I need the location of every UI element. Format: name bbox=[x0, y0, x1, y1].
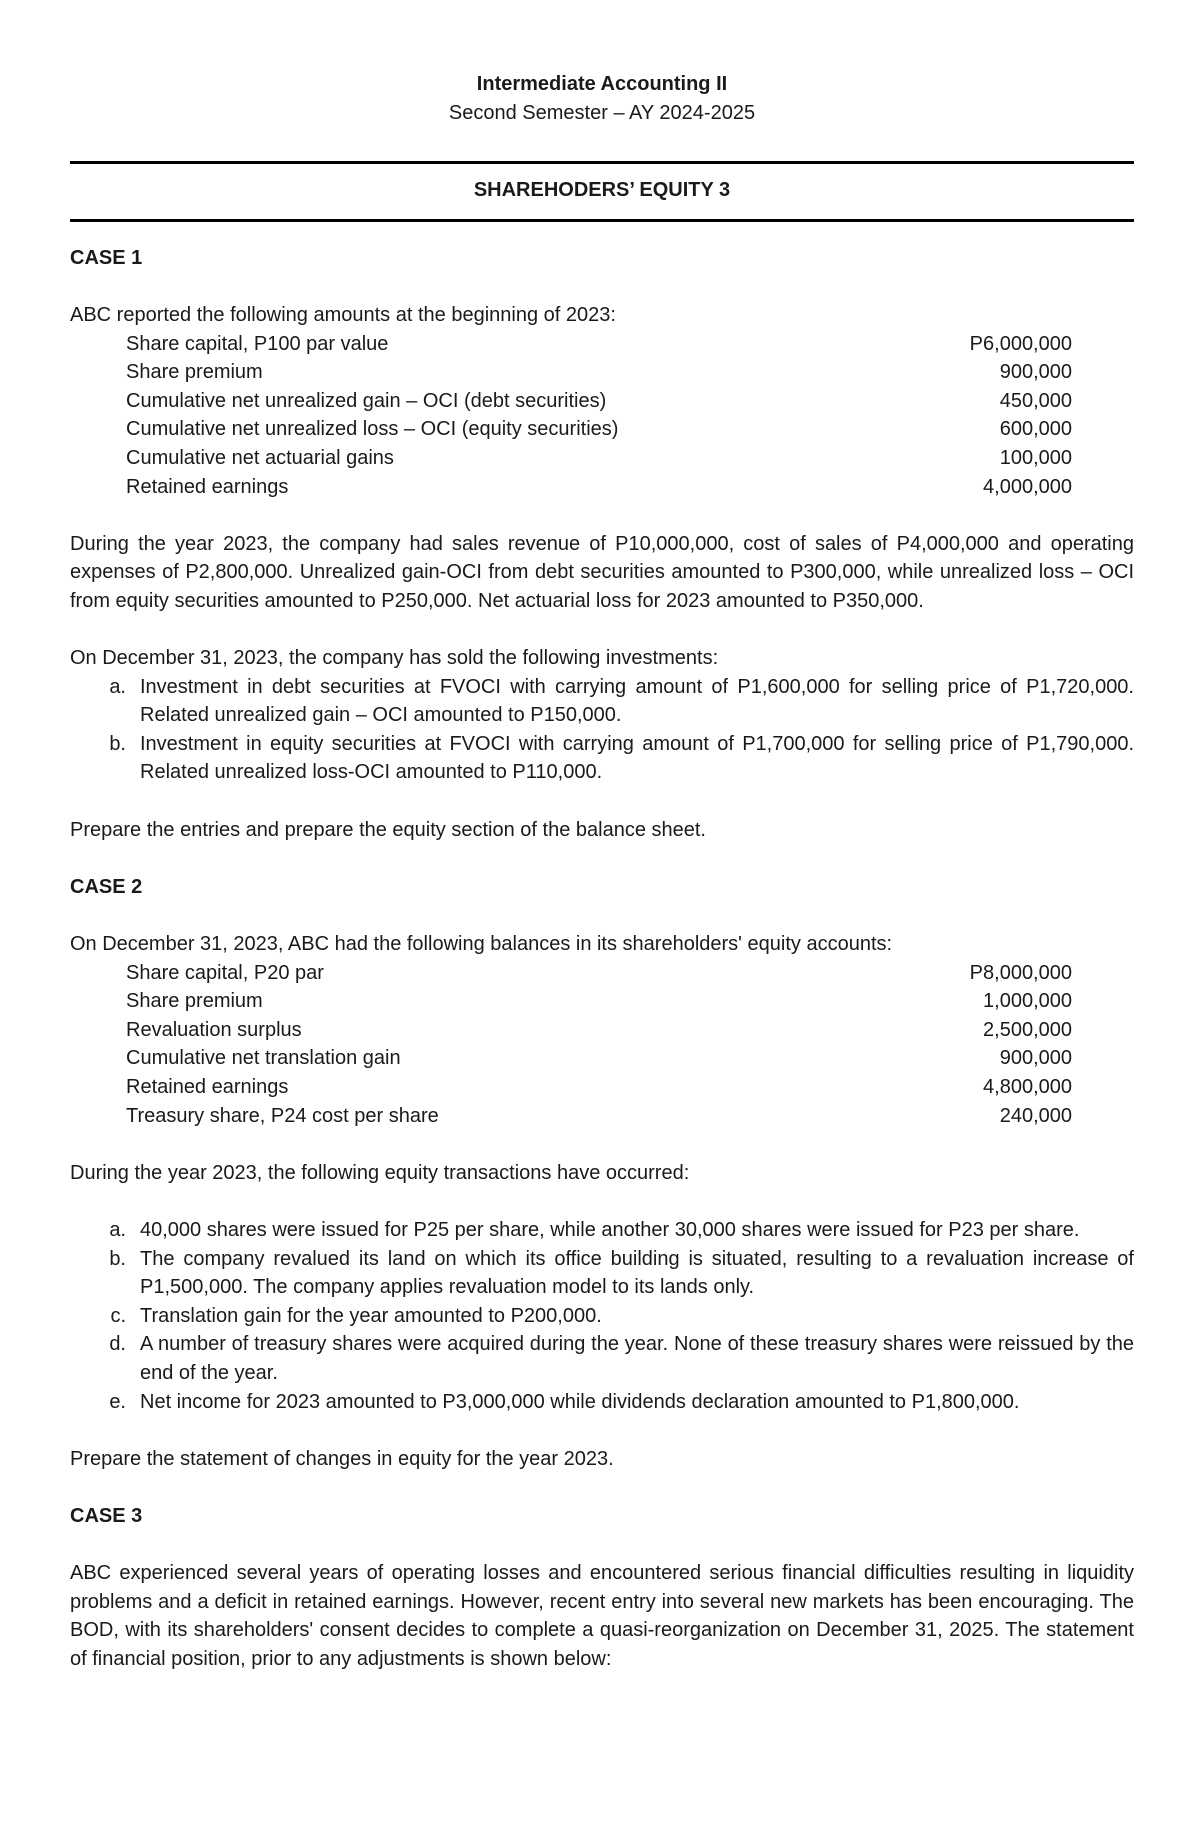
balance-amount: 900,000 bbox=[999, 1047, 1072, 1070]
balance-label: Treasury share, P24 cost per share bbox=[126, 1104, 439, 1127]
balance-amount: 4,800,000 bbox=[983, 1076, 1072, 1098]
case-2 bbox=[70, 873, 1134, 1473]
case-1-paragraph: During the year 2023, the company had sales revenue of P10,000,000, cost of sales of P4,000,000 and operating expenses of P2,800,000. Unrealized gain-OCI from debt securities amounted to P300,000, while unrealized loss – OCI from equity securities amounted to P250,000. Net actuarial loss for 2023 amounted to P350,000. bbox=[70, 532, 1134, 612]
case-1-intro: ABC reported the following amounts at the beginning of 2023: bbox=[70, 303, 616, 326]
list-item bbox=[70, 1330, 1134, 1387]
case-1 bbox=[70, 244, 1134, 844]
balance-row bbox=[70, 1016, 1134, 1045]
balance-label: Share premium bbox=[126, 361, 263, 384]
list-text: A number of treasury shares were acquired during the year. None of these treasury shares were reissued by the end of the year. bbox=[140, 1333, 1134, 1384]
balance-label: Revaluation surplus bbox=[126, 1018, 302, 1041]
case-2-title: CASE 2 bbox=[70, 875, 143, 898]
list-item bbox=[70, 673, 1134, 730]
balance-amount: P6,000,000 bbox=[969, 332, 1072, 355]
balance-row bbox=[70, 1044, 1134, 1073]
list-letter: b. bbox=[109, 732, 126, 755]
top-rule bbox=[70, 161, 1134, 164]
list-letter: a. bbox=[109, 675, 126, 698]
list-letter: d. bbox=[109, 1333, 126, 1356]
list-item bbox=[70, 1245, 1134, 1302]
balance-label: Share capital, P100 par value bbox=[126, 332, 389, 355]
list-item bbox=[70, 1216, 1134, 1245]
list-letter: b. bbox=[109, 1247, 126, 1270]
balance-amount: 100,000 bbox=[999, 446, 1072, 469]
balance-label: Retained earnings bbox=[126, 1076, 289, 1098]
list-text: Investment in debt securities at FVOCI with carrying amount of P1,600,000 for selling price of P1,720,000. Related unrealized gain – OCI amounted to P150,000. bbox=[140, 675, 1134, 727]
course-title: Intermediate Accounting II bbox=[476, 73, 728, 95]
list-text: The company revalued its land on which its office building is situated, resulting to a revaluation increase of P1,500,000. The company applies revaluation model to its lands only. bbox=[140, 1247, 1134, 1299]
list-text: Investment in equity securities at FVOCI with carrying amount of P1,700,000 for selling price of P1,790,000. Related unrealized loss-OCI amounted to P110,000. bbox=[140, 732, 1134, 784]
list-letter: c. bbox=[110, 1304, 126, 1327]
list-letter: e. bbox=[109, 1390, 126, 1413]
balance-amount: 240,000 bbox=[999, 1104, 1072, 1127]
balance-label: Share premium bbox=[126, 990, 263, 1013]
balance-row bbox=[70, 959, 1134, 988]
list-text: Net income for 2023 amounted to P3,000,000 while dividends declaration amounted to P1,800,000. bbox=[140, 1390, 1020, 1413]
balance-amount: 900,000 bbox=[999, 361, 1072, 384]
case-1-balances bbox=[70, 330, 1134, 502]
balance-label: Retained earnings bbox=[126, 475, 289, 498]
balance-label: Share capital, P20 par bbox=[126, 961, 324, 984]
balance-amount: 2,500,000 bbox=[983, 1018, 1072, 1041]
balance-row bbox=[70, 473, 1134, 502]
balance-amount: 1,000,000 bbox=[983, 990, 1072, 1013]
term-subtitle: Second Semester – AY 2024-2025 bbox=[448, 101, 756, 124]
balance-amount: 4,000,000 bbox=[983, 475, 1072, 498]
case-2-transactions-intro: During the year 2023, the following equity transactions have occurred: bbox=[70, 1161, 690, 1184]
case-2-balances bbox=[70, 959, 1134, 1131]
case-3 bbox=[70, 1502, 1134, 1674]
balance-amount: 450,000 bbox=[999, 389, 1072, 412]
list-item bbox=[70, 1302, 1134, 1331]
list-letter: a. bbox=[109, 1218, 126, 1241]
balance-amount: 600,000 bbox=[999, 418, 1072, 441]
balance-row bbox=[70, 415, 1134, 444]
list-text: Translation gain for the year amounted to P200,000. bbox=[140, 1304, 602, 1327]
balance-label: Cumulative net actuarial gains bbox=[126, 446, 394, 469]
case-2-instruction: Prepare the statement of changes in equity for the year 2023. bbox=[70, 1447, 614, 1470]
list-item bbox=[70, 1388, 1134, 1417]
balance-label: Cumulative net unrealized gain – OCI (debt securities) bbox=[126, 389, 607, 412]
balance-row bbox=[70, 358, 1134, 387]
case-1-title: CASE 1 bbox=[70, 246, 143, 269]
case-2-transactions-list bbox=[70, 1216, 1134, 1416]
balance-label: Cumulative net unrealized loss – OCI (equity securities) bbox=[126, 418, 619, 441]
balance-amount: P8,000,000 bbox=[969, 961, 1072, 984]
case-3-paragraph: ABC experienced several years of operating losses and encountered serious financial difficulties resulting in liquidity problems and a deficit in retained earnings. However, recent entry into several new markets has been encouraging. The BOD, with its shareholders' consent decides to complete a quasi-reorganization on December 31, 2025. The statement of financial position, prior to any adjustments is shown below: bbox=[70, 1562, 1134, 1670]
case-1-sold-intro: On December 31, 2023, the company has sold the following investments: bbox=[70, 647, 719, 670]
balance-row bbox=[70, 987, 1134, 1016]
list-text: 40,000 shares were issued for P25 per share, while another 30,000 shares were issued for P23 per share. bbox=[140, 1218, 1080, 1241]
balance-label: Cumulative net translation gain bbox=[126, 1047, 401, 1070]
case-1-instruction: Prepare the entries and prepare the equity section of the balance sheet. bbox=[70, 818, 706, 841]
balance-row bbox=[70, 1073, 1134, 1102]
case-3-title: CASE 3 bbox=[70, 1504, 143, 1527]
balance-row bbox=[70, 330, 1134, 359]
balance-row bbox=[70, 444, 1134, 473]
case-2-intro: On December 31, 2023, ABC had the following balances in its shareholders' equity accounts: bbox=[70, 933, 893, 956]
balance-row bbox=[70, 387, 1134, 416]
case-1-sold-list bbox=[70, 673, 1134, 787]
list-item bbox=[70, 730, 1134, 787]
section-title: SHAREHODERS’ EQUITY 3 bbox=[473, 179, 731, 202]
balance-row bbox=[70, 1102, 1134, 1131]
